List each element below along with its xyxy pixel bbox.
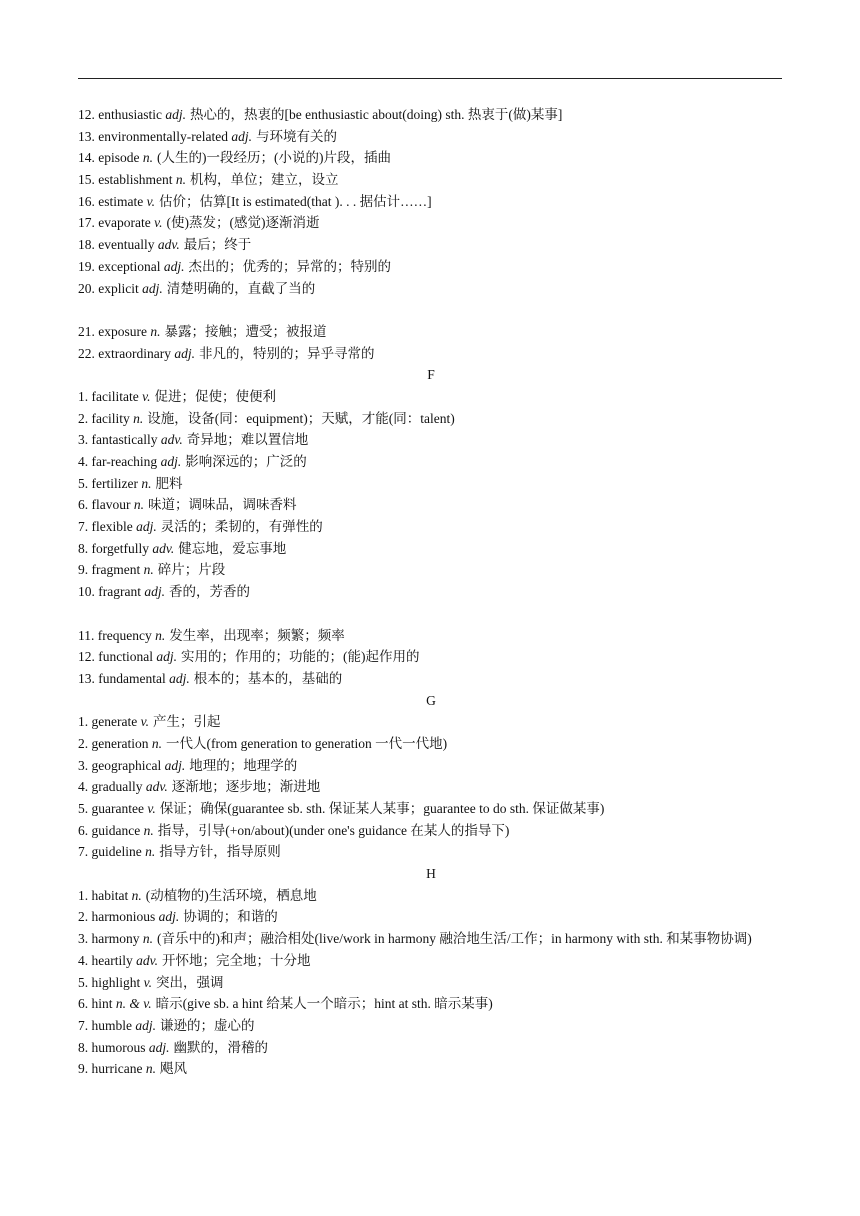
entry-definition: 协调的；和谐的: [183, 909, 278, 925]
entry-definition: 味道；调味品，调味香料: [147, 497, 297, 513]
entry-word: 10. fragrant: [78, 584, 141, 600]
part-of-speech: adv.: [160, 432, 183, 448]
entry-word: 7. humble: [78, 1017, 132, 1033]
part-of-speech: n.: [145, 844, 156, 860]
entry-definition: 机构，单位；建立，设立: [190, 172, 339, 188]
entry-word: 20. explicit: [78, 280, 139, 296]
part-of-speech: n.: [175, 172, 186, 188]
part-of-speech: v.: [146, 193, 155, 209]
part-of-speech: adv.: [136, 952, 158, 968]
part-of-speech: adj.: [165, 107, 187, 122]
vocab-entry: [78, 538, 784, 560]
vocab-entry: [78, 906, 784, 928]
entry-definition: 产生；引起: [152, 714, 221, 730]
vocab-entry: [78, 993, 784, 1015]
entry-definition: 发生率，出现率；频繁；频率: [169, 627, 345, 643]
entry-definition: 与环境有关的: [255, 128, 337, 144]
vocab-entry: [78, 711, 784, 733]
vocab-entry: [78, 1058, 784, 1080]
part-of-speech: n.: [141, 475, 152, 491]
entry-word: 8. humorous: [78, 1039, 146, 1055]
vocab-entry: [78, 473, 784, 495]
part-of-speech: adj.: [174, 345, 195, 361]
entry-word: 11. frequency: [78, 627, 152, 643]
vocab-entry: [78, 408, 784, 430]
group-spacer: [78, 603, 784, 625]
entry-definition: 实用的；作用的；功能的；(能)起作用的: [181, 649, 420, 665]
entry-definition: 幽默的，滑稽的: [173, 1039, 269, 1055]
part-of-speech: adv.: [157, 237, 180, 253]
part-of-speech: v.: [143, 974, 153, 990]
vocab-entry: [78, 820, 784, 842]
entry-definition: 保证；确保(guarantee sb. sth. 保证某人某事；guarantee to do sth. 保证做某事): [159, 801, 605, 816]
entry-definition: 清楚明确的，直截了当的: [166, 280, 316, 296]
entry-word: 7. flexible: [78, 519, 133, 535]
part-of-speech: adj.: [160, 454, 182, 469]
part-of-speech: adj.: [164, 757, 186, 773]
vocab-entry: [78, 343, 784, 365]
part-of-speech: adj.: [231, 128, 252, 144]
part-of-speech: adj.: [148, 1039, 170, 1055]
vocab-entry: [78, 126, 784, 148]
vocab-entry: [78, 386, 784, 408]
vocab-entry: [78, 104, 784, 126]
part-of-speech: adj.: [156, 649, 177, 665]
entry-definition: 突出，强调: [156, 974, 224, 990]
entry-word: 15. establishment: [78, 172, 173, 188]
entry-definition: (动植物的)生活环境，栖息地: [145, 887, 317, 903]
vocab-entry: [78, 1037, 784, 1059]
header-rule: [78, 78, 782, 79]
entry-word: 14. episode: [78, 150, 140, 166]
part-of-speech: adv.: [145, 779, 168, 795]
vocab-entry: [78, 581, 784, 603]
part-of-speech: n.: [142, 931, 153, 947]
entry-word: 6. guidance: [78, 822, 141, 838]
entry-word: 5. guarantee: [78, 801, 144, 816]
vocab-entry: [78, 212, 784, 234]
part-of-speech: adj.: [135, 1017, 157, 1033]
part-of-speech: v.: [140, 714, 149, 730]
entry-definition: (人生的)一段经历；(小说的)片段，插曲: [157, 150, 391, 166]
vocab-entry: [78, 278, 784, 300]
entry-definition: 根本的；基本的，基础的: [193, 670, 343, 686]
part-of-speech: n.: [133, 497, 144, 513]
section-heading: H: [426, 866, 436, 882]
vocab-entry: [78, 429, 784, 451]
part-of-speech: v.: [142, 388, 151, 404]
entry-definition: 热心的，热衷的[be enthusiastic about(doing) sth. 热衷于(做)某事]: [190, 107, 563, 122]
entry-word: 5. highlight: [78, 974, 141, 990]
entry-word: 12. functional: [78, 649, 153, 665]
entry-word: 13. environmentally-related: [78, 128, 228, 144]
vocab-entry: [78, 646, 784, 668]
vocab-entry: [78, 516, 784, 538]
section-heading: F: [427, 367, 435, 383]
part-of-speech: n.: [143, 822, 154, 838]
part-of-speech: n. & v.: [115, 996, 152, 1012]
vocab-entry: [78, 234, 784, 256]
part-of-speech: adj.: [136, 519, 157, 535]
entry-definition: 暴露；接触；遭受；被报道: [164, 323, 327, 339]
entry-word: 2. harmonious: [78, 909, 156, 925]
entry-word: 12. enthusiastic: [78, 107, 162, 122]
entry-definition: 香的，芳香的: [169, 584, 250, 600]
vocab-entry: [78, 494, 784, 516]
entry-word: 3. geographical: [78, 757, 162, 773]
vocabulary-list: [78, 104, 784, 1080]
entry-word: 22. extraordinary: [78, 345, 171, 361]
entry-word: 3. fantastically: [78, 432, 158, 448]
entry-definition: 一代人(from generation to generation 一代一代地): [165, 735, 448, 751]
entry-word: 6. flavour: [78, 497, 131, 513]
entry-definition: 地理的；地理学的: [189, 757, 298, 773]
entry-definition: 碎片；片段: [157, 562, 226, 578]
entry-definition: 促进；促使；使便利: [154, 388, 276, 404]
entry-definition: 非凡的，特别的；异乎寻常的: [198, 345, 375, 361]
entry-word: 17. evaporate: [78, 215, 151, 231]
vocab-entry: [78, 668, 784, 690]
vocab-entry: [78, 733, 784, 755]
part-of-speech: n.: [142, 150, 153, 166]
vocab-entry: [78, 885, 784, 907]
entry-definition: 灵活的；柔韧的，有弹性的: [160, 519, 323, 535]
entry-definition: 暗示(give sb. a hint 给某人一个暗示；hint at sth. 暗示某事): [155, 996, 493, 1012]
part-of-speech: n.: [155, 627, 166, 643]
part-of-speech: n.: [151, 735, 162, 751]
entry-word: 18. eventually: [78, 237, 155, 253]
entry-definition: 飓风: [159, 1061, 187, 1077]
entry-word: 9. hurricane: [78, 1061, 143, 1077]
entry-definition: 逐渐地；逐步地；渐进地: [171, 779, 321, 795]
entry-word: 2. generation: [78, 735, 149, 751]
vocab-entry: [78, 776, 784, 798]
vocab-entry: [78, 147, 784, 169]
part-of-speech: n.: [133, 410, 144, 426]
part-of-speech: adj.: [158, 909, 180, 925]
vocab-entry: [78, 321, 784, 343]
part-of-speech: adj.: [163, 258, 185, 274]
part-of-speech: adv.: [152, 540, 175, 556]
vocab-entry: [78, 191, 784, 213]
part-of-speech: n.: [145, 1061, 156, 1077]
entry-definition: 谦逊的；虚心的: [160, 1017, 255, 1033]
vocab-entry: [78, 169, 784, 191]
entry-word: 3. harmony: [78, 931, 140, 947]
entry-definition: 影响深远的；广泛的: [185, 454, 307, 469]
entry-word: 4. gradually: [78, 779, 143, 795]
entry-word: 16. estimate: [78, 193, 144, 209]
vocab-entry: [78, 1015, 784, 1037]
entry-word: 1. habitat: [78, 887, 129, 903]
vocab-entry: [78, 841, 784, 863]
vocab-entry: [78, 451, 784, 473]
vocab-entry: [78, 755, 784, 777]
part-of-speech: adj.: [144, 584, 165, 600]
part-of-speech: v.: [154, 215, 163, 231]
entry-word: 1. generate: [78, 714, 138, 730]
entry-definition: 估价；估算[It is estimated(that ). . . 据估计……]: [158, 193, 432, 209]
entry-word: 8. forgetfully: [78, 540, 149, 556]
entry-word: 7. guideline: [78, 844, 142, 860]
entry-definition: 奇异地；难以置信地: [186, 432, 309, 448]
entry-definition: 开怀地；完全地；十分地: [161, 952, 311, 968]
entry-definition: 设施，设备(同：equipment)；天赋，才能(同：talent): [147, 410, 455, 426]
vocab-entry: [78, 798, 784, 820]
vocab-entry: [78, 256, 784, 278]
part-of-speech: n.: [143, 562, 154, 578]
entry-word: 1. facilitate: [78, 388, 139, 404]
entry-word: 4. heartily: [78, 952, 133, 968]
entry-definition: 杰出的；优秀的；异常的；特别的: [188, 258, 391, 274]
entry-word: 13. fundamental: [78, 670, 166, 686]
vocab-entry: [78, 972, 784, 994]
entry-word: 9. fragment: [78, 562, 141, 578]
vocab-entry: [78, 625, 784, 647]
vocab-entry: [78, 928, 784, 950]
part-of-speech: adj.: [169, 670, 190, 686]
entry-word: 5. fertilizer: [78, 475, 138, 491]
group-spacer: [78, 299, 784, 321]
part-of-speech: v.: [147, 801, 156, 816]
entry-word: 6. hint: [78, 996, 113, 1012]
entry-definition: (音乐中的)和声；融洽相处(live/work in harmony 融洽地生活/工作；in harmony with sth. 和某事物协调): [157, 931, 752, 947]
vocab-entry: [78, 950, 784, 972]
part-of-speech: n.: [150, 323, 161, 339]
entry-definition: 健忘地，爱忘事地: [178, 540, 287, 556]
part-of-speech: adj.: [142, 280, 163, 296]
part-of-speech: n.: [131, 887, 142, 903]
entry-word: 19. exceptional: [78, 258, 161, 274]
entry-word: 4. far-reaching: [78, 454, 158, 469]
entry-definition: 肥料: [155, 475, 183, 491]
entry-definition: 最后；终于: [183, 237, 252, 253]
entry-word: 2. facility: [78, 410, 130, 426]
entry-definition: 指导，引导(+on/about)(under one's guidance 在某人的指导下): [157, 822, 510, 838]
entry-definition: (使)蒸发；(感觉)逐渐消逝: [166, 215, 320, 231]
entry-definition: 指导方针，指导原则: [159, 844, 281, 860]
vocab-entry: [78, 559, 784, 581]
entry-word: 21. exposure: [78, 323, 147, 339]
section-heading: G: [426, 692, 436, 708]
